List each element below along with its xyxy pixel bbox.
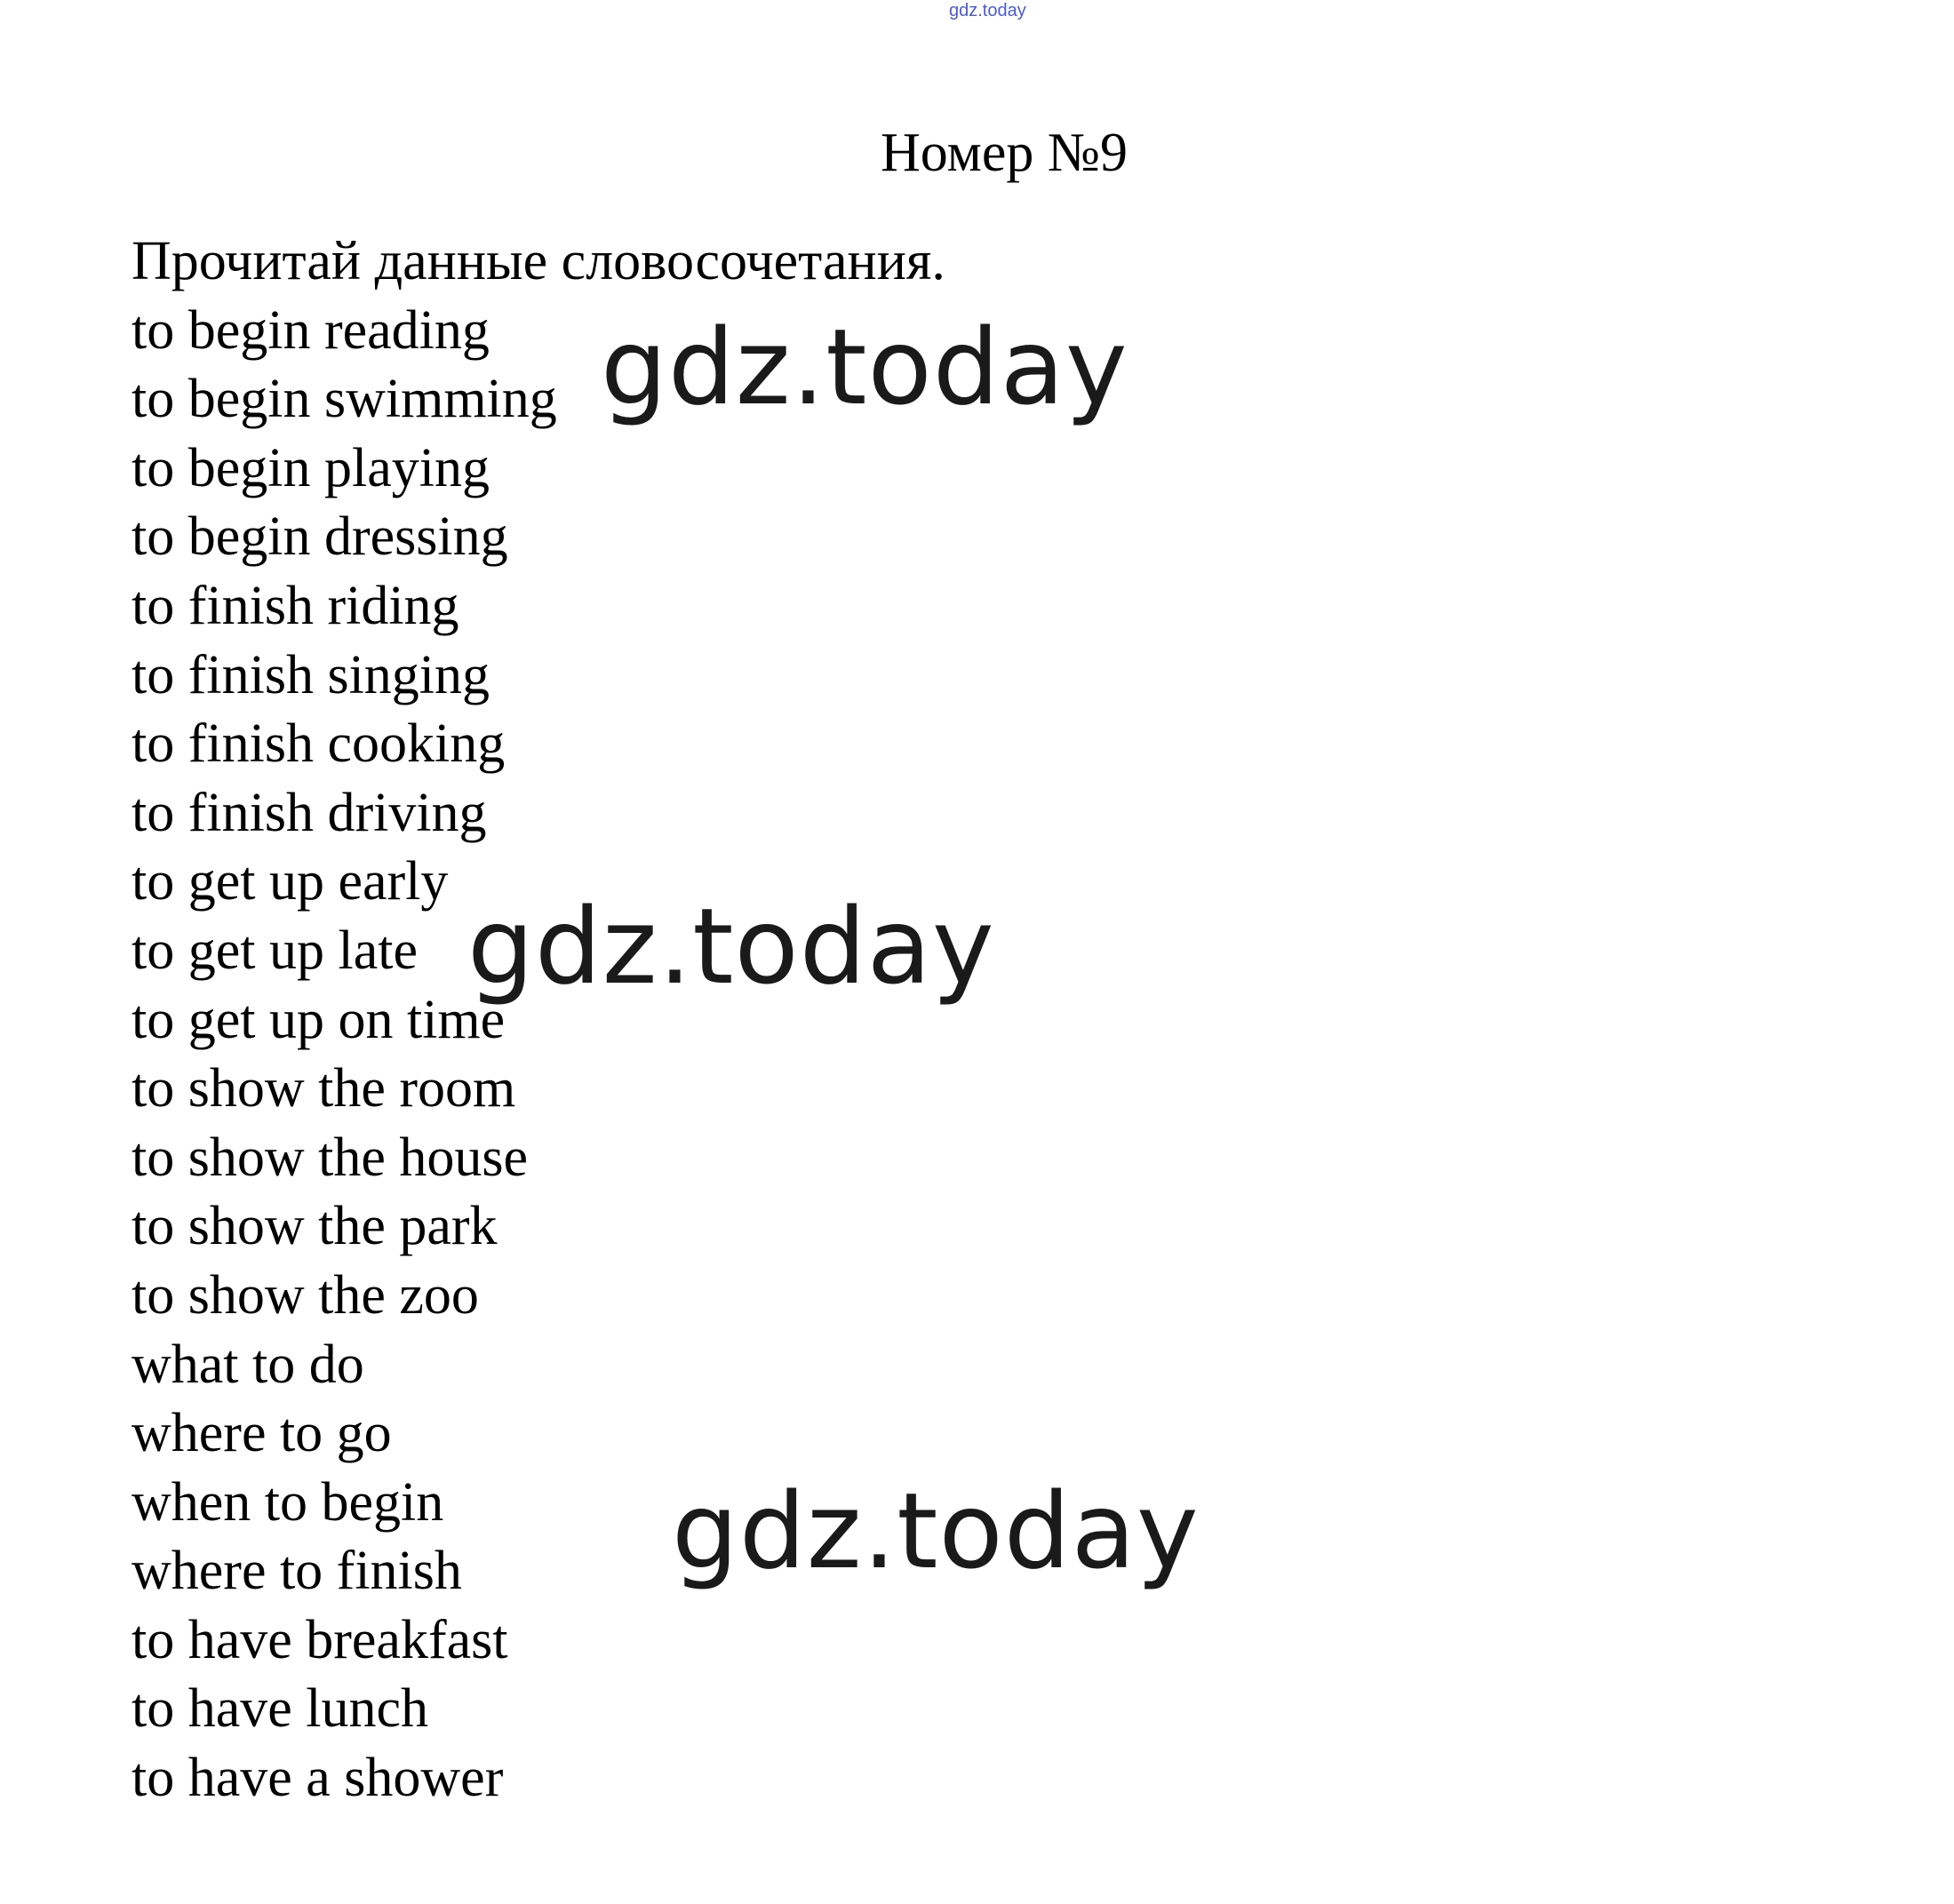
phrase-item: to have a shower: [132, 1748, 504, 1809]
phrase-item: to begin swimming: [132, 369, 557, 430]
phrase-item: to have lunch: [132, 1678, 429, 1740]
phrase-item: to finish riding: [132, 575, 459, 636]
phrase-item: to show the zoo: [132, 1264, 479, 1326]
phrase-item: to finish cooking: [132, 713, 506, 775]
page-title: Номер №9: [880, 123, 1128, 183]
phrase-item: to show the house: [132, 1127, 529, 1188]
phrase-item: where to go: [132, 1403, 392, 1464]
phrase-item: to show the room: [132, 1058, 516, 1119]
phrase-item: to begin reading: [132, 299, 490, 361]
phrase-item: to finish singing: [132, 644, 490, 705]
phrase-item: where to finish: [132, 1541, 462, 1602]
phrase-item: to finish driving: [132, 782, 487, 843]
phrase-item: to get up late: [132, 920, 418, 981]
watermark-text: gdz.today: [601, 306, 1129, 428]
phrase-item: to begin playing: [132, 437, 490, 498]
phrase-item: to have breakfast: [132, 1609, 508, 1670]
phrase-item: what to do: [132, 1334, 364, 1395]
watermark-text: gdz.today: [672, 1470, 1200, 1592]
phrase-item: to get up on time: [132, 989, 506, 1050]
phrase-item: to get up early: [132, 851, 449, 912]
phrase-item: when to begin: [132, 1471, 444, 1533]
phrase-item: to show the park: [132, 1196, 498, 1257]
watermark-text: gdz.today: [467, 885, 995, 1008]
instruction-text: Прочитай данные словосочетания.: [132, 231, 945, 291]
phrase-item: to begin dressing: [132, 506, 508, 568]
top-watermark: gdz.today: [949, 1, 1026, 20]
